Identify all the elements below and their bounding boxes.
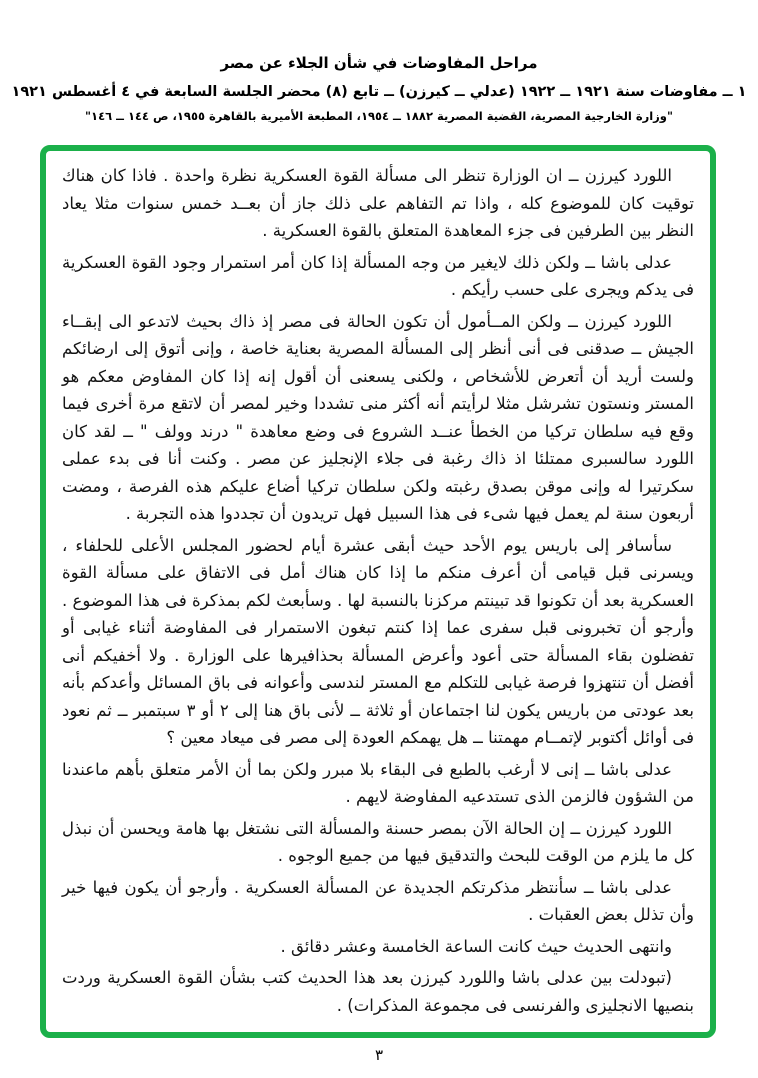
paragraph-adly-pasha-2: عدلى باشا ــ إنى لا أرغب بالطبع فى البقاء بلا مبرر ولكن بما أن الأمر متعلق بأهم ماعندنا من الشؤون فالزمن الذى تستدعيه المفاوضة لايهم . (62, 759, 694, 806)
document-subtitle: ١ ــ مفاوضات سنة ١٩٢١ ــ ١٩٢٢ (عدلي ــ كيرزن) ــ تابع (٨) محضر الجلسة السابعة في ٤ أغسطس ١٩٢١ (11, 84, 747, 100)
paragraph-editor-note: (تبودلت بين عدلى باشا واللورد كيرزن بعد هذا الحديث كتب بشأن القوة العسكرية وردت بنصيها الانجليزى والفرنسى فى مجموعة المذكرات) . (62, 968, 694, 1015)
paragraph-lord-curzon-2: اللورد كيرزن ــ ولكن المــأمول أن تكون الحالة فى مصر إذ ذاك بحيث لاتدعو الى إبقــاء الجيش ــ صدقنى فى أنى أنظر إلى المسألة المصرية بعناية خاصة ، وإنى أتوق إلى ارضائكم ولست أريد أن أتعرض للأشخاص ، ولكنى يسعنى أن أقول إنه إذا كان المفاوض معكم هو المستر ونستون تشرشل مثلا لرأيتم أنه أكثر منى تشددا وخير لمصر أن لاتقع مرة أخرى فيما وقع فيه سلطان تركيا من الخطأ عنــد الشروع فى وضع معاهدة " درند وولف " ــ لقد كان اللورد سالسبرى ممتلئا اذ ذاك رغبة فى جلاء الإنجليز عن مصر . وكنت أنا فى بدء عملى سكرتيرا له وإنى موقن بصدق رغبته ولكن سلطان تركيا أضاع عليكم هذه الفرصة ، ومضت أربعون سنة لم يعمل فيها شىء فى هذا السبيل فهل تريدون أن تجددوا هذه التجربة . (62, 311, 694, 523)
paragraph-adly-pasha-3: عدلى باشا ــ سأنتظر مذكرتكم الجديدة عن المسألة العسكرية . وأرجو أن يكون فيها خير وأن تذلل بعض العقبات . (62, 877, 694, 924)
document-body-text (46, 151, 710, 1019)
paragraph-session-end-note: وانتهى الحديث حيث كانت الساعة الخامسة وعشر دقائق . (280, 936, 672, 956)
document-header (0, 52, 758, 124)
document-source-citation: "وزارة الخارجية المصرية، القضية المصرية ١٨٨٢ ــ ١٩٥٤، المطبعة الأميرية بالقاهرة ١٩٥٥، ص ١٤٤ ــ ١٤٦" (85, 109, 673, 123)
paragraph-lord-curzon-1: اللورد كيرزن ــ ان الوزارة تنظر الى مسألة القوة العسكرية نظرة واحدة . فاذا كان هناك توقيت كان للموضوع كله ، واذا تم التفاهم على ذلك جاز أن بعــد خمس سنوات مثلا يعاد النظر بين الطرفين فى جزء المعاهدة المتعلق بالقوة العسكرية . (62, 166, 694, 240)
paragraph-lord-curzon-3: سأسافر إلى باريس يوم الأحد حيث أبقى عشرة أيام لحضور المجلس الأعلى للحلفاء ، ويسرنى قبل قيامى أن أعرف منكم ما إذا كان هناك أمل فى الاتفاق على مسألة القوة العسكرية بعد أن تكونوا قد تبينتم مركزنا بالنسبة لها . وسأبعث لكم بمذكرة فى هذا الموضوع . وأرجو أن تخبرونى قبل سفرى عما إذا كنتم تبغون الاستمرار فى المفاوضة أثناء غيابى أو تفضلون بقاء المسألة حتى أعود وأعرض المسألة بحذافيرها على الوزارة . ولا أخفيكم أنى أفضل أن تنتهزوا فرصة غيابى للتكلم مع المستر لندسى وأعوانه فى باق المسائل وأعدكم بأنه بعد عودتى من باريس يكون لنا اجتماعان أو ثلاثة ــ لأنى باق هنا إلى ٢ أو ٣ سبتمبر ــ ثم نعود فى أوائل أكتوبر لإتمــام مهمتنا ــ هل يهمكم العودة إلى مصر فى ميعاد معين ؟ (62, 535, 694, 747)
paragraph-adly-pasha-1: عدلى باشا ــ ولكن ذلك لايغير من وجه المسألة إذا كان أمر استمرار وجود القوة العسكرية فى يدكم ويجرى على حسب رأيكم . (62, 252, 694, 299)
highlight-frame (40, 145, 716, 1038)
document-title: مراحل المفاوضات في شأن الجلاء عن مصر (220, 54, 538, 72)
page-number: ٣ (374, 1046, 384, 1064)
paragraph-lord-curzon-4: اللورد كيرزن ــ إن الحالة الآن بمصر حسنة والمسألة التى نشتغل بها هامة ويحسن أن نبذل كل ما يلزم من الوقت للبحث والتدقيق فيها من جميع الوجوه . (62, 818, 694, 865)
